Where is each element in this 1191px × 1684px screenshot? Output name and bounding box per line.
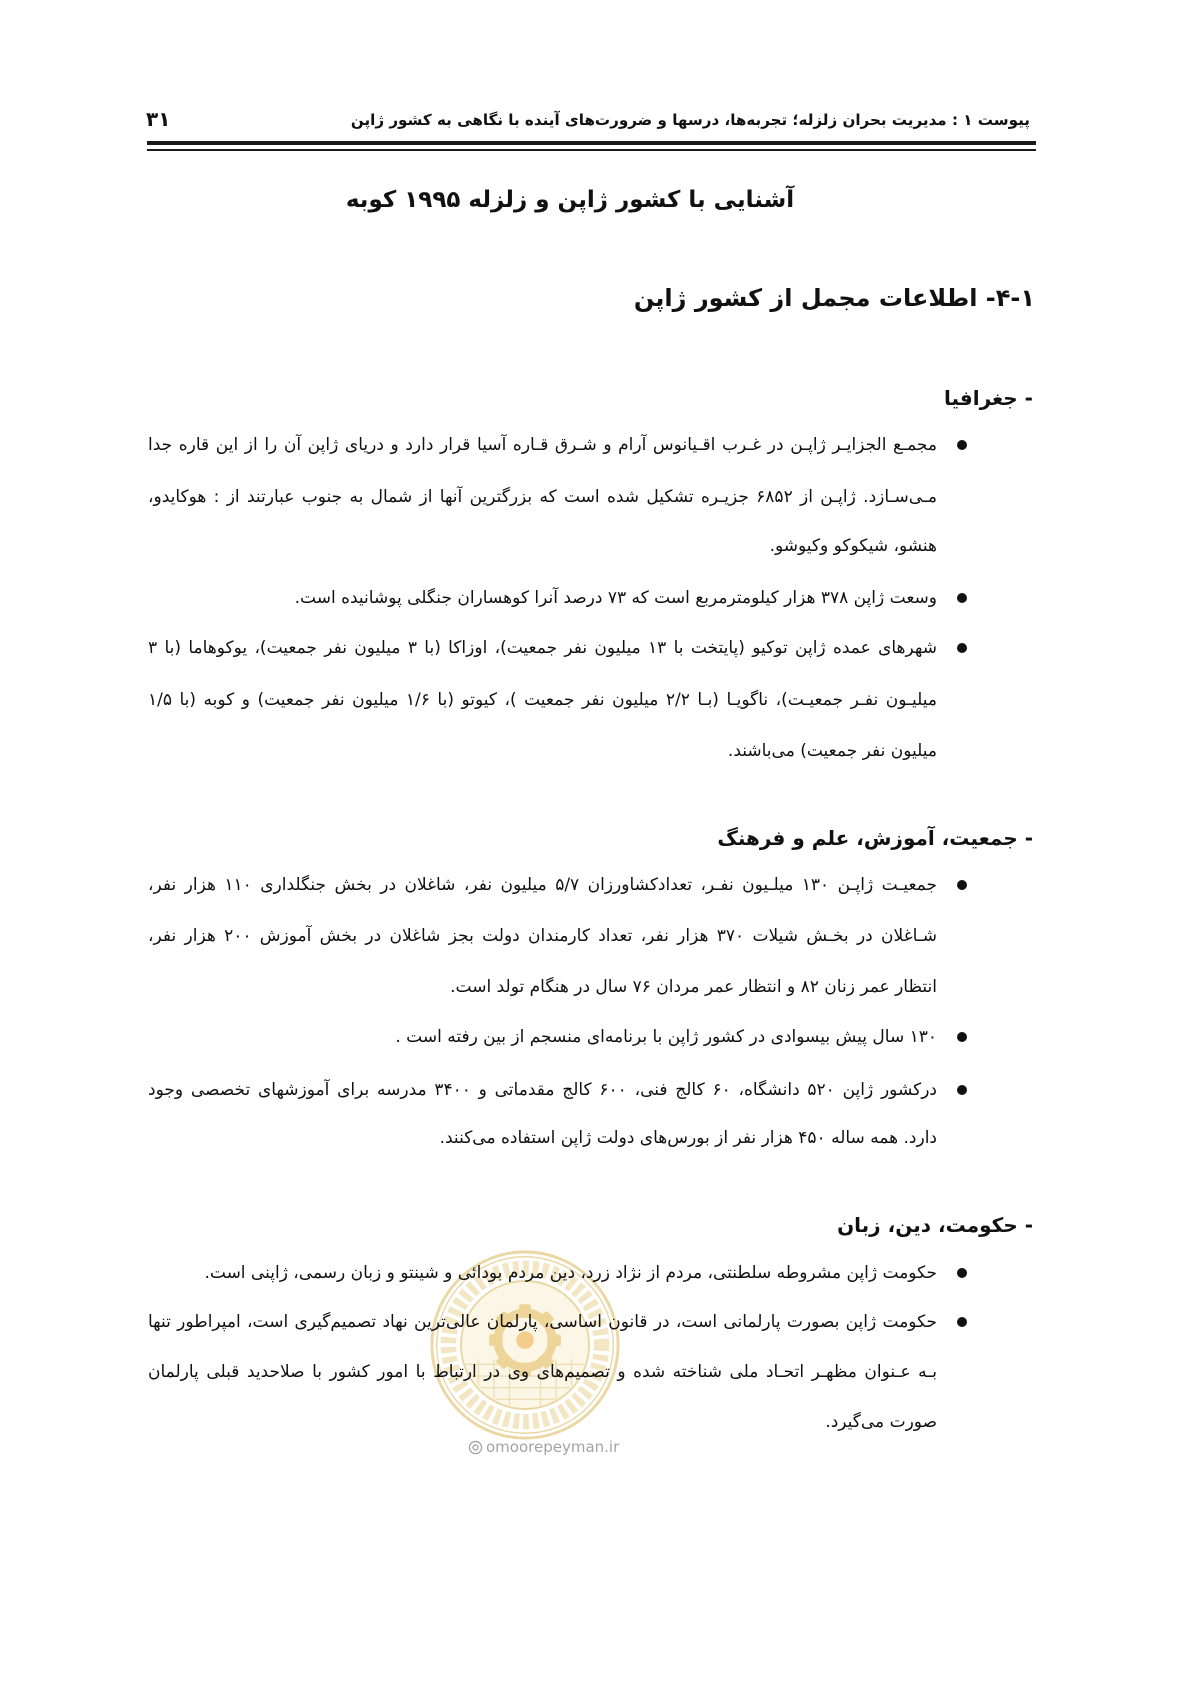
subheading-government: - حکومت، دین، زبان [837,1213,1033,1237]
text-line: مـی‌سـازد. ژاپـن از ۶۸۵۲ جزیـره تشکیل شده است که بزرگترین آنها از شمال به جنوب عبارتند از : هوکایدو، [148,487,938,507]
text-line: هنشو، شیکوکو وکیوشو. [769,536,937,556]
text-line: وسعت ژاپن ۳۷۸ هزار کیلومترمربع است که ۷۳ درصد آنرا کوهساران جنگلی پوشانیده است. [294,588,937,608]
page-number: ۳۱ [146,107,171,131]
subheading-population: - جمعیت، آموزش، علم و فرهنگ [717,826,1033,850]
bullet-icon [957,1268,967,1278]
text-line: حکومت ژاپن مشروطه سلطنتی، مردم از نژاد زرد، دین مردم بودائی و شینتو و زبان رسمی، ژاپنی است. [204,1263,937,1283]
text-line: شـاغلان در بخـش شیلات ۳۷۰ هزار نفر، تعداد کارمندان دولت بجز شاغلان در بخش آموزش ۲۰۰ هزار نفر، [148,926,937,946]
watermark-site [468,1437,619,1457]
text-line: حکومت ژاپن بصورت پارلمانی است، در قانون اساسی، پارلمان عالی‌ترین نهاد تصمیم‌گیری است، امپراطور تنها [148,1312,937,1332]
subheading-geography: - جغرافیا [943,386,1033,410]
page-title: آشنایی با کشور ژاپن و زلزله ۱۹۹۵ کوبه [345,187,795,213]
bullet-icon [957,880,967,890]
watermark-site-text: omoorepeyman.ir [486,1438,620,1456]
bullet-icon [957,1032,967,1042]
text-line: درکشور ژاپن ۵۲۰ دانشگاه، ۶۰ کالج فنی، ۶۰۰ کالج مقدماتی و ۳۴۰۰ مدرسه برای آموزشهای تخصصی وجود [148,1080,937,1100]
running-header-title: پیوست ۱ : مدیریت بحران زلزله؛ تجربه‌ها، درسها و ضرورت‌های آینده با نگاهی به کشور ژاپن [350,111,1030,129]
section-heading: ۴-۱- اطلاعات مجمل از کشور ژاپن [633,284,1035,312]
text-line: دارد. همه ساله ۴۵۰ هزار نفر از بورس‌های دولت ژاپن استفاده می‌کنند. [439,1128,937,1148]
text-line: بـه عـنوان مظهـر اتحـاد ملی شناخته شده و تصمیم‌های وی در ارتباط با امور کشور با صلاحدید قبلی پارلمان [148,1362,937,1382]
bullet-icon [957,1085,967,1095]
header-rule-thin [147,149,1036,151]
header-rule-thick [147,141,1036,145]
text-line: جمعیـت ژاپـن ۱۳۰ میلـیون نفـر، تعدادکشاورزان ۵/۷ میلیون نفر، شاغلان در بخش جنگلداری ۱۱۰ هزار نفر، [148,875,938,895]
bullet-icon [957,643,967,653]
bullet-icon [957,1317,967,1327]
at-sign-icon [468,1440,483,1455]
text-line: شهرهای عمده ژاپن توکیو (پایتخت با ۱۳ میلیون نفر جمعیت)، اوزاکا (با ۳ میلیون نفر جمعیت)، یوکوهاما (با ۳ [148,638,937,658]
text-line: مجمـع الجزایـر ژاپـن در غـرب اقـیانوس آرام و شـرق قـاره آسیا قرار دارد و دریای ژاپن آن را از این قاره جدا [148,435,937,455]
text-line: انتظار عمر زنان ۸۲ و انتظار عمر مردان ۷۶ سال در هنگام تولد است. [450,977,937,997]
text-line: ۱۳۰ سال پیش بیسوادی در کشور ژاپن با برنامه‌ای منسجم از بین رفته است . [395,1027,937,1047]
text-line: صورت می‌گیرد. [825,1412,937,1432]
bullet-icon [957,440,967,450]
text-line: میلیـون نفـر جمعیـت)، ناگویـا (بـا ۲/۲ میلیون نفر جمعیت )، کیوتو (با ۱/۶ میلیون نفر جمعیت) و کوبه (با ۱/۵ [148,690,938,710]
bullet-icon [957,593,967,603]
text-line: میلیون نفر جمعیت) می‌باشند. [727,741,937,761]
